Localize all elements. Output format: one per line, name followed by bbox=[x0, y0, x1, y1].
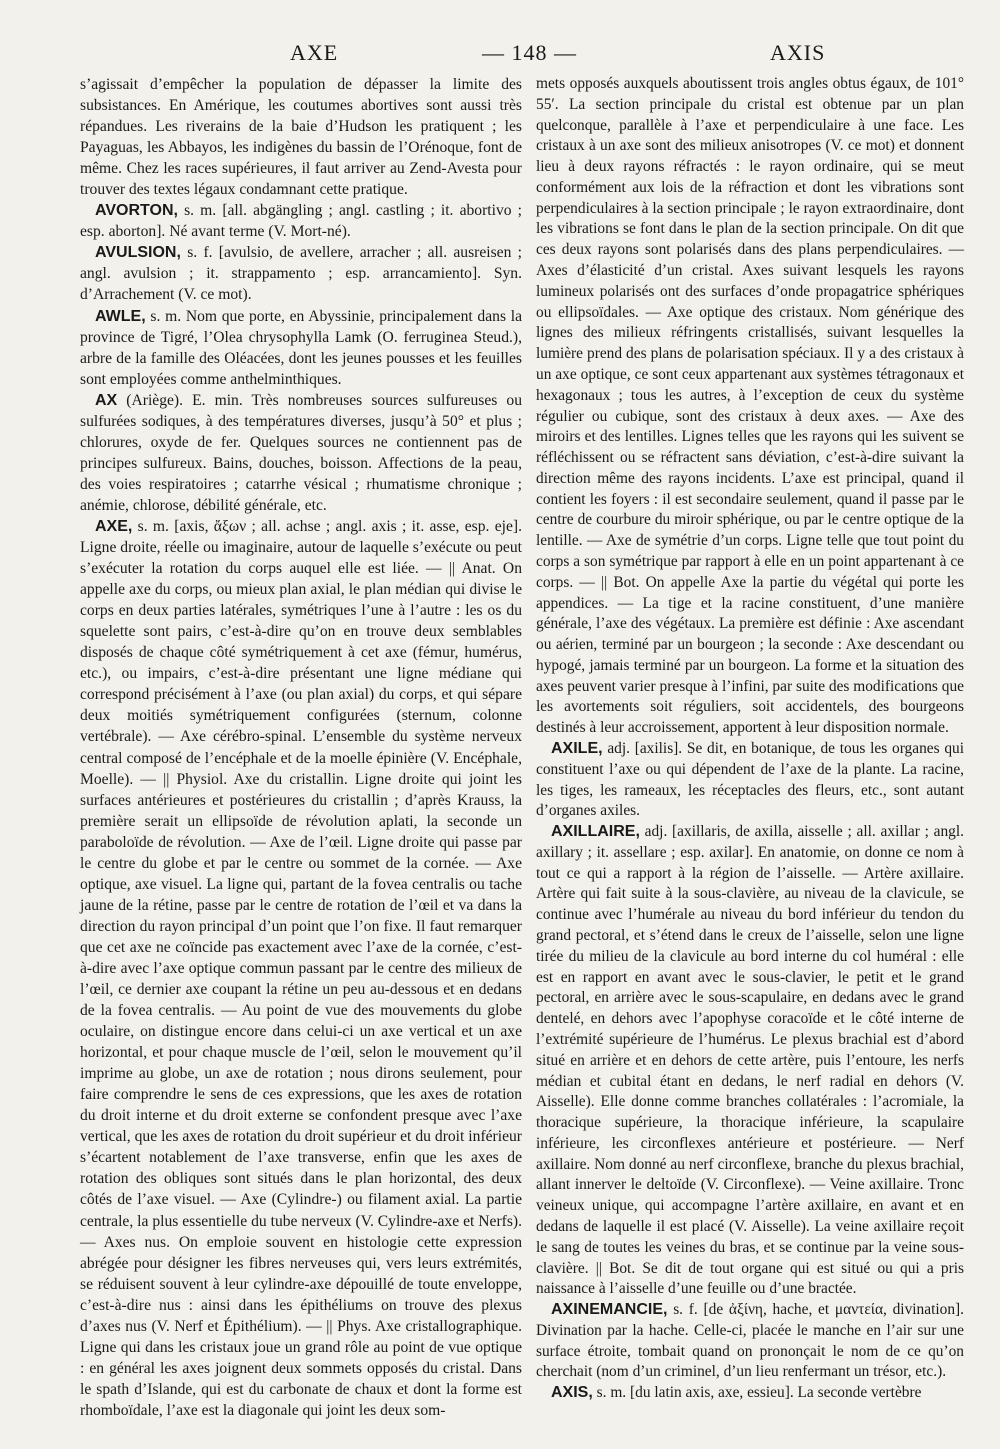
entry-headword: AWLE, bbox=[95, 307, 146, 325]
entry-text: mets opposés auxquels aboutissent trois angles obtus égaux, de 101° 55′. La section principale du cristal est obtenue par un plan quelconque, parallèle à l’axe et perpendiculaire à une face. Les cristaux à un axe sont des milieux anisotropes (V. ce mot) et donnent lieu à deux rayons réfractés : le rayon ordinaire, qui se meut conformément aux lois de la réfraction et dont les vibrations sont perpendiculaires à la section principale ; le rayon extraordinaire, dont les vibrations se font dans le plan de la section principale. On dit que ces deux rayons sont polarisés dans des plans perpendiculaires. — Axes d’élasticité d’un cristal. Axes suivant lesquels les rayons lumineux polarisés ont des surfaces d’onde propagatrice sphériques ou ellipsoïdales. — Axe optique des cristaux. Nom générique des lignes des milieux réfringents cristallisés, suivant lesquelles la lumière prend des plans de polarisation spéciaux. Il y a des cristaux à un axe optique, ce sont ceux appartenant aux systèmes tétragonaux et hexagonaux ; tous les autres, à l’exception de ceux du système régulier ou cubique, sont des cristaux à deux axes. — Axe des miroirs et des lentilles. Lignes telles que les rayons qui les suivent se réfléchissent ou se réfractent sans déviation, c’est-à-dire suivant la direction même des rayons incidents. L’axe est principal, quand il contient les foyers : il est secondaire seulement, quand il passe par le centre de courbure du miroir sphérique, ou par le centre optique de la lentille. — Axe de symétrie d’un corps. Ligne telle que tout point du corps a son symétrique par rapport à elle en un point appartenant à ce corps. — || Bot. On appelle Axe la partie du végétal qui porte les appendices. — La tige et la racine constituent, d’une manière générale, l’axe des végétaux. La première est définie : Axe ascendant ou aérien, terminé par un bourgeon ; la seconde : Axe descendant ou hypogé, jamais terminé par un bourgeon. La forme et la situation des axes peuvent varier presque à l’infini, par suite des modifications que les avortements soit réguliers, soit accidentels, des bourgeons destinés à leur accroissement, apportent à leur disposition normale. bbox=[536, 75, 964, 737]
entry-ax bbox=[80, 390, 522, 516]
entry-text: s. m. [axis, ἄξων ; all. achse ; angl. axis ; it. asse, esp. eje]. Ligne droite, réelle ou imaginaire, autour de laquelle s’exécute ou peut s’exécuter la rotation du corps auquel elle est liée. — || Anat. On appelle axe du corps, ou mieux plan axial, le plan médian qui divise le corps en deux parties latérales, symétriques l’une à l’autre : les os du squelette sont pairs, c’est-à-dire qu’on en trouve deux semblables disposés de chaque côté symétriquement à cet axe (fémur, humérus, etc.), ou impairs, c’est-à-dire présentant une ligne médiane qui correspond précisément à l’axe (ou plan axial) du corps, et qui sépare deux moitiés symétriquement configurées (sternum, colonne vertébrale). — Axe cérébro-spinal. L’ensemble du système nerveux central composé de l’encéphale et de la moelle épinière (V. Encéphale, Moelle). — || Physiol. Axe du cristallin. Ligne droite qui joint les surfaces antérieures et postérieures du cristallin ; d’après Krauss, la première serait un ellipsoïde de révolution aplati, la seconde un paraboloïde de révolution. — Axe de l’œil. Ligne droite qui passe par le centre du globe et par le centre ou sommet de la cornée. — Axe optique, axe visuel. La ligne qui, partant de la fovea centralis ou tache jaune de la rétine, passe par le centre de rotation de l’œil et va dans la direction du rayon principal d’un point que l’on fixe. Il faut remarquer que cet axe ne coïncide pas exactement avec l’axe de la cornée, c’est-à-dire avec l’axe optique commun passant par le centre des milieux de l’œil, ce dernier axe coupant la rétine un peu au-dessous et en dedans de la fovea centralis. — Au point de vue des mouvements du globe oculaire, on distingue encore dans celui-ci un axe vertical et un axe horizontal, et pour chaque muscle de l’œil, selon le mouvement qu’il imprime au globe, un axe de rotation ; nous dirons seulement, pour faire comprendre le sens de ces expressions, que les axes de rotation du droit interne et du droit externe se confondent presque avec l’axe vertical, que les axes de rotation du droit supérieur et du droit inférieur s’écartent notablement de l’axe transverse, enfin que les axes de rotation des obliques sont situés dans le plan horizontal, des deux côtés de l’axe visuel. — Axe (Cylindre-) ou filament axial. La partie centrale, la plus essentielle du tube nerveux (V. Cylindre-axe et Nerfs). — Axes nus. On emploie souvent en histologie cette expression abrégée pour désigner les fibres nerveuses qui, vers leurs extrémités, se réduisent souvent à leur cylindre-axe dépouillé de toute enveloppe, c’est-à-dire nus : ainsi dans les épithéliums on trouve des plexus d’axes nus (V. Nerf et Épithélium). — || Phys. Axe cristallographique. Ligne qui dans les cristaux joue un grand rôle au point de vue optique : en général les axes joignent deux sommets opposés du cristal. Dans le spath d’Islande, qui est du carbonate de chaux et dont la forme est rhomboïdale, l’axe est la diagonale qui joint les deux som- bbox=[80, 517, 522, 1419]
entry-text: s. m. Nom que porte, en Abyssinie, principalement dans la province de Tigré, l’Olea chrysophylla Lamk (O. ferruginea Steud.), arbre de la famille des Oléacées, dont les jeunes pousses et les feuilles sont employées comme anthelminthiques. bbox=[80, 307, 522, 388]
entry-text: s. f. [avulsio, de avellere, arracher ; all. ausreisen ; angl. avulsion ; it. strappamento ; esp. arrancamiento]. Syn. d’Arrachement (V. ce mot). bbox=[80, 244, 522, 304]
entry-headword: AVULSION, bbox=[95, 244, 181, 262]
entry-headword: AXIS, bbox=[551, 1384, 593, 1402]
entry-avorton bbox=[80, 200, 522, 242]
header-right-word: AXIS bbox=[770, 40, 826, 65]
entry-axis bbox=[536, 1383, 964, 1404]
entry-continuation bbox=[80, 74, 522, 200]
entry-text: s’agissait d’empêcher la population de dépasser la limite des subsistances. En Amérique, les coutumes abortives sont aussi très répandues. Les riverains de la baie d’Hudson les pratiquent ; les Payaguas, les Abbayos, les indigènes du bassin de l’Orénoque, font de même. Chez les races supérieures, il faut arriver au Zend-Avesta pour trouver des textes légaux condamnant cette pratique. bbox=[80, 76, 522, 199]
entry-axinemancie bbox=[536, 1300, 964, 1383]
left-column bbox=[80, 74, 522, 1421]
entry-awle bbox=[80, 306, 522, 390]
entry-avulsion bbox=[80, 242, 522, 305]
header-left-word: AXE bbox=[290, 40, 339, 65]
page-number: — 148 — bbox=[482, 40, 577, 65]
entry-text: (Ariège). E. min. Très nombreuses sources sulfureuses ou sulfurées sodiques, à des températures diverses, jusqu’à 50° et plus ; chlorures, oxyde de fer. Quelques sources ne contiennent pas de principes sulfureux. Bains, douches, boisson. Affections de la peau, des voies respiratoires ; catarrhe vésical ; rhumatisme chronique ; anémie, chlorose, débilité générale, etc. bbox=[80, 391, 522, 514]
entry-headword: AVORTON, bbox=[95, 202, 178, 220]
entry-text: s. f. [de ἀξίνη, hache, et μαντεία, divination]. Divination par la hache. Celle-ci, placée le manche en l’air sur une surface étroite, tombait quand on prononçait le nom de ce qu’on cherchait (nom d’un criminel, d’un lieu renfermant un trésor, etc.). bbox=[536, 1301, 964, 1381]
entry-axillaire bbox=[536, 822, 964, 1300]
right-column bbox=[536, 74, 964, 1404]
entry-headword: AXE, bbox=[95, 517, 133, 535]
entry-axile bbox=[536, 739, 964, 822]
entry-text: s. m. [all. abgängling ; angl. castling ; it. abortivo ; esp. aborton]. Né avant terme (V. Mort-né). bbox=[80, 202, 522, 241]
entry-headword: AXILE, bbox=[551, 740, 603, 757]
entry-headword: AXINEMANCIE, bbox=[551, 1301, 668, 1319]
entry-text: adj. [axilis]. Se dit, en botanique, de tous les organes qui constituent l’axe ou qui dépendent de l’axe de la plante. La racine, les tiges, les rameaux, les réceptacles des fleurs, etc., sont autant d’organes axiles. bbox=[536, 740, 964, 820]
entry-headword: AX bbox=[95, 391, 118, 409]
entry-headword: AXILLAIRE, bbox=[551, 823, 640, 841]
entry-text: s. m. [du latin axis, axe, essieu]. La seconde vertèbre bbox=[592, 1384, 922, 1402]
entry-axe bbox=[80, 516, 522, 1421]
entry-continuation bbox=[536, 74, 964, 739]
entry-text: adj. [axillaris, de axilla, aisselle ; all. axillar ; angl. axillary ; it. assellare ; esp. axilar]. En anatomie, on donne ce nom à tout ce qui a rapport à la région de l’aisselle. — Artère axillaire. Artère qui fait suite à la sous-clavière, au niveau de la clavicule, se continue avec l’humérale au niveau du bord inférieur du tendon du grand pectoral, et s’étend dans le creux de l’aisselle, selon une ligne tirée du milieu de la clavicule au bord interne du col huméral : elle est en rapport en avant avec le sous-clavier, le petit et le grand pectoral, en arrière avec le sous-scapulaire, en dedans avec le grand dentelé, en dehors avec l’apophyse coracoïde et le côté interne de l’extrémité supérieure de l’humérus. Le plexus brachial est d’abord situé en arrière et en dehors de cette artère, puis l’entoure, les nerfs médian et cubital étant en dedans, le nerf radial en dehors (V. Aisselle). Elle donne comme branches collatérales : l’acromiale, la thoracique supérieure, la thoracique inférieure, la scapulaire inférieure, les circonflexes antérieure et postérieure. — Nerf axillaire. Nom donné au nerf circonflexe, branche du plexus brachial, allant innerver le deltoïde (V. Circonflexe). — Veine axillaire. Tronc veineux unique, qui accompagne l’artère axillaire, en avant et en dedans de laquelle il est placé (V. Aisselle). La veine axillaire reçoit le sang de toutes les veines du bras, et se continue par la veine sous-clavière. || Bot. Se dit de tout organe qui est situé ou qui a pris naissance à l’aisselle d’une feuille ou d’une bractée. bbox=[536, 823, 964, 1298]
